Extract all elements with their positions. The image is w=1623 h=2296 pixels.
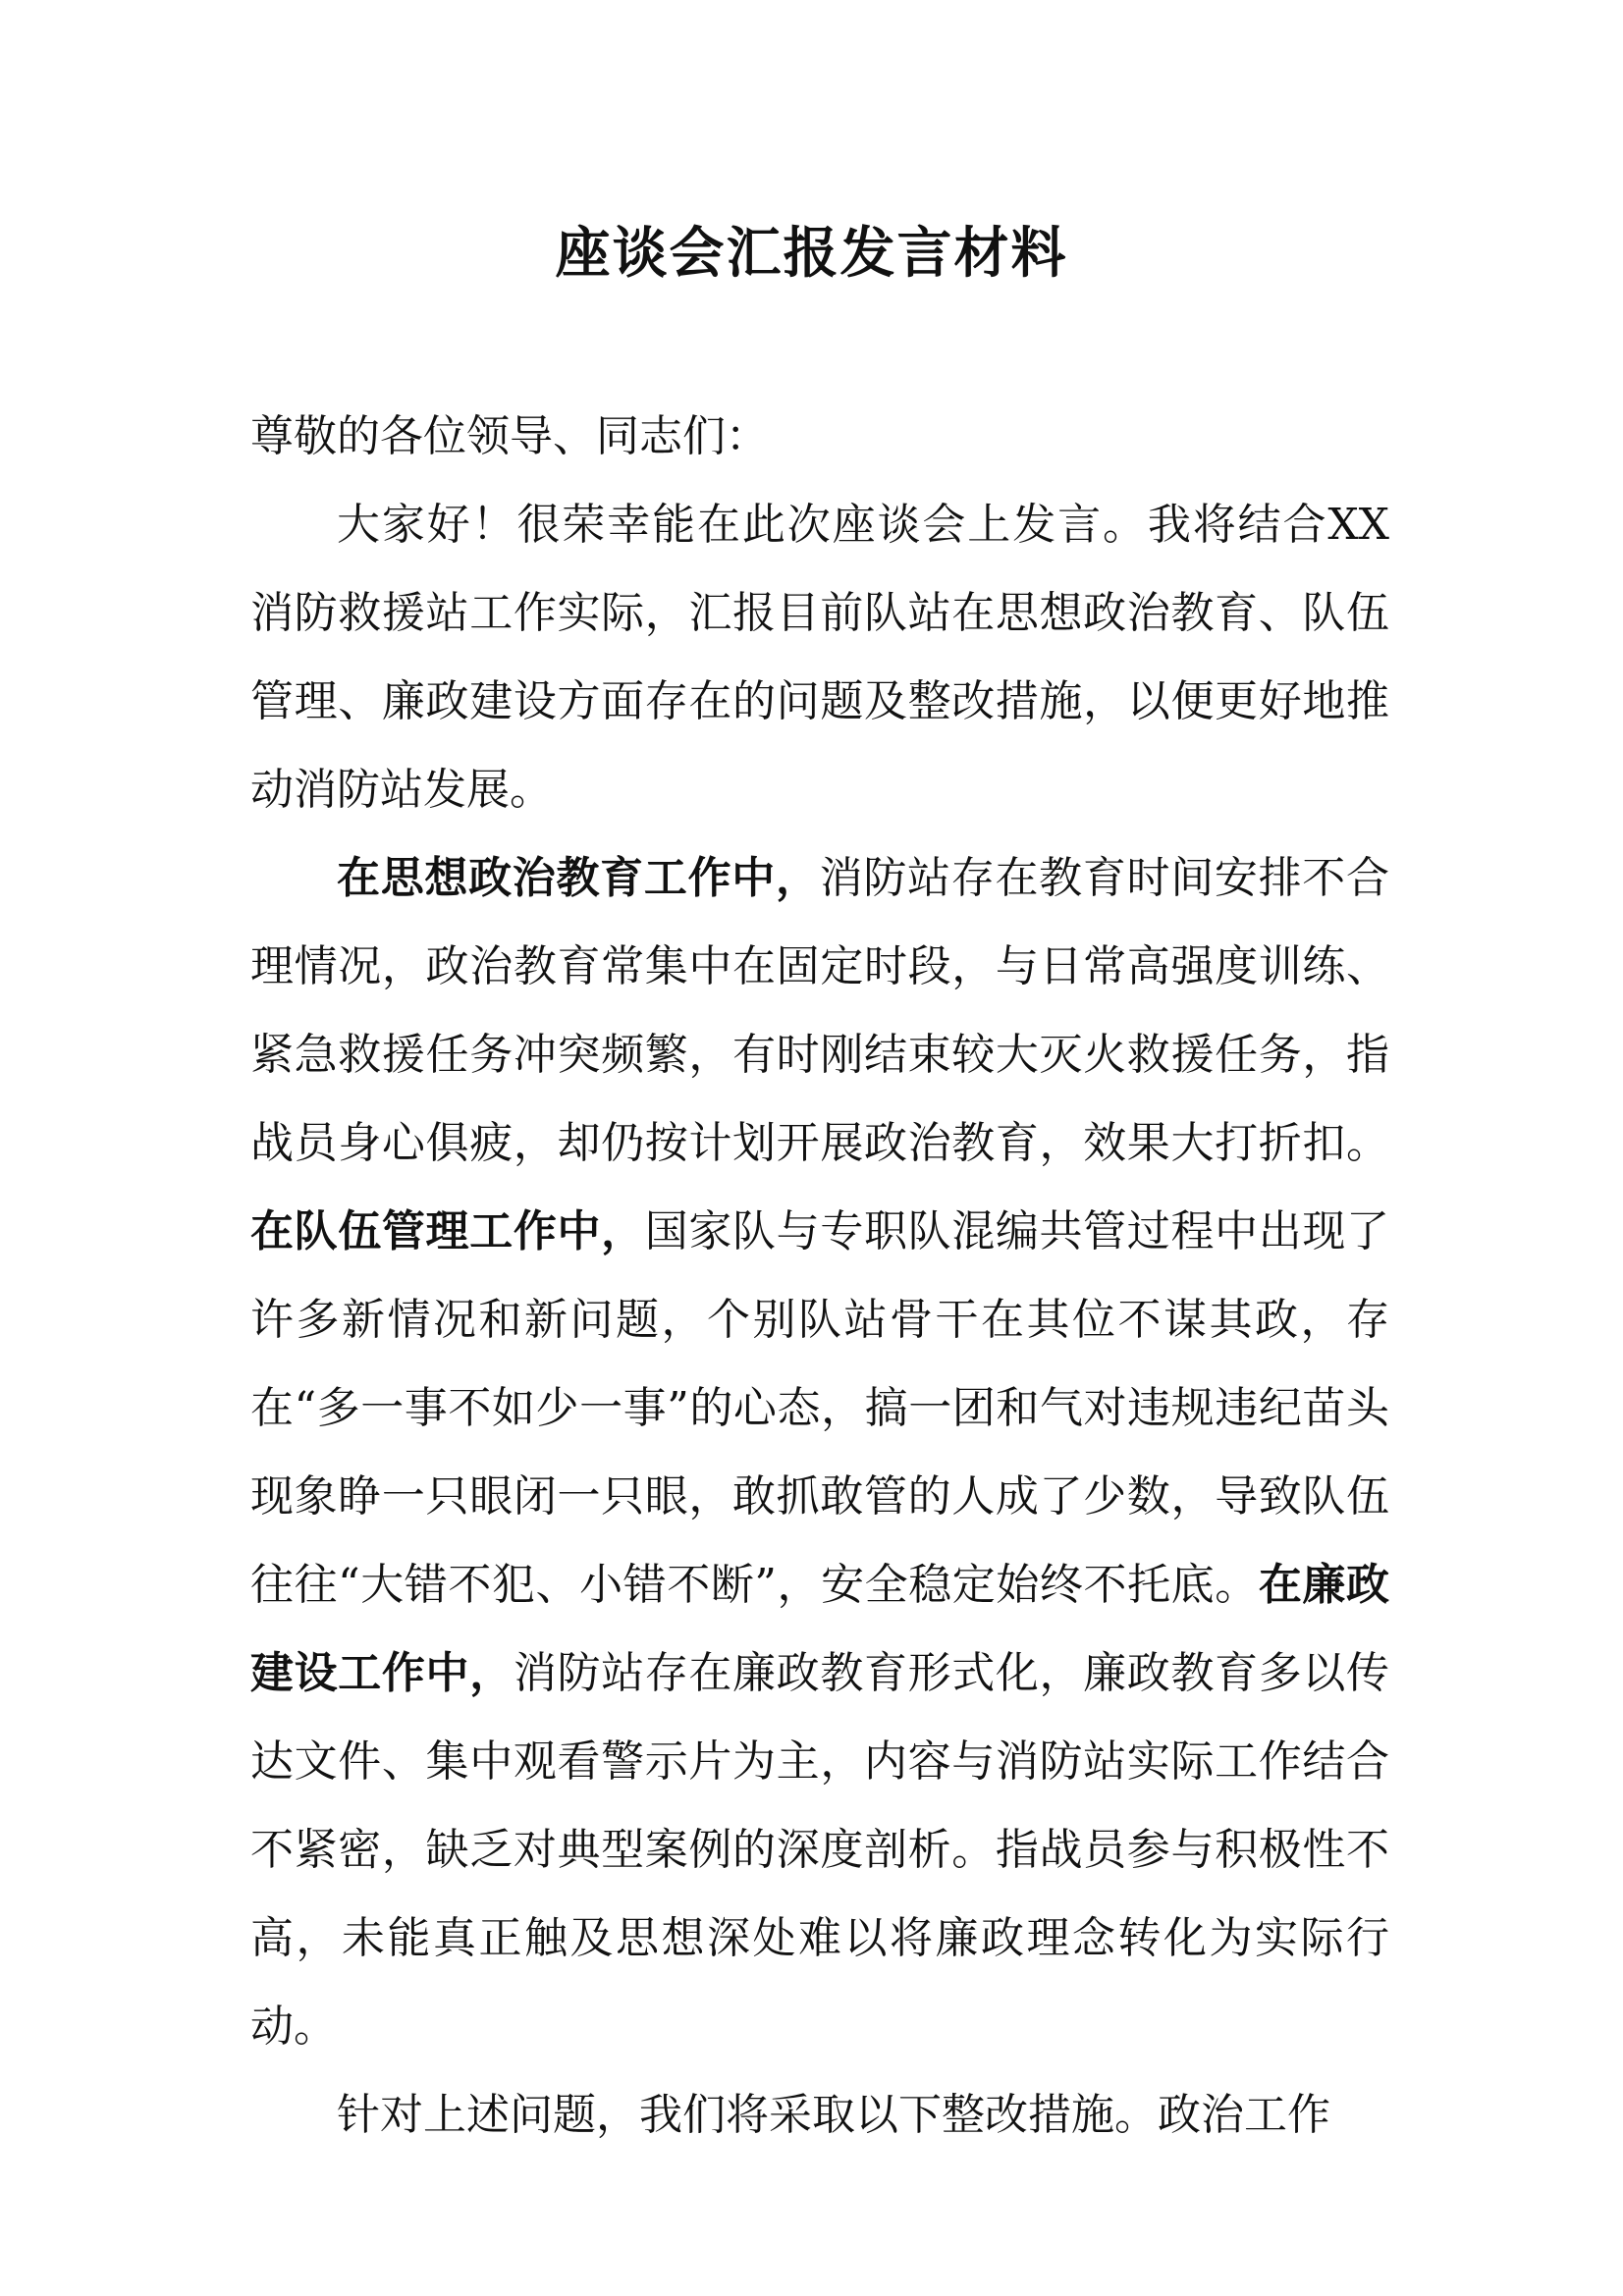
paragraph-measures: 针对上述问题，我们将采取以下整改措施。政治工作 <box>337 2090 1330 2140</box>
document-body <box>250 393 1389 2160</box>
document-title: 座谈会汇报发言材料 <box>555 221 1068 286</box>
text-team-management: 国家队与专职队混编共管过程中出现了许多新情况和新问题，个别队站骨干在其位不谋其政，存在“多一事不如少一事”的心态，搞一团和气对违规违纪苗头现象睁一只眼闭一只眼，敢抓敢管的人成了少数，导致队伍往往“大错不犯、小错不断”，安全稳定始终不托底。 <box>250 1206 1390 1610</box>
paragraph-intro: 大家好！很荣幸能在此次座谈会上发言。我将结合XX消防救援站工作实际，汇报目前队站在思想政治教育、队伍管理、廉政建设方面存在的问题及整改措施，以便更好地推动消防站发展。 <box>250 500 1389 815</box>
heading-integrity-building: 在廉政建设工作中， <box>250 1560 1389 1698</box>
salutation: 尊敬的各位领导、同志们： <box>250 411 769 461</box>
heading-political-education: 在思想政治教育工作中， <box>337 853 820 903</box>
text-political-education: 消防站存在教育时间安排不合理情况，政治教育常集中在固定时段，与日常高强度训练、紧急救援任务冲突频繁，有时刚结束较大灭火救援任务，指战员身心俱疲，却仍按计划开展政治教育，效果大打折扣。 <box>250 853 1390 1168</box>
paragraph-problems <box>250 834 1389 2071</box>
text-integrity-building: 消防站存在廉政教育形式化，廉政教育多以传达文件、集中观看警示片为主，内容与消防站实际工作结合不紧密，缺乏对典型案例的深度剖析。指战员参与积极性不高，未能真正触及思想深处难以将廉政理念转化为实际行动。 <box>250 1648 1390 2052</box>
heading-team-management: 在队伍管理工作中， <box>250 1206 645 1256</box>
